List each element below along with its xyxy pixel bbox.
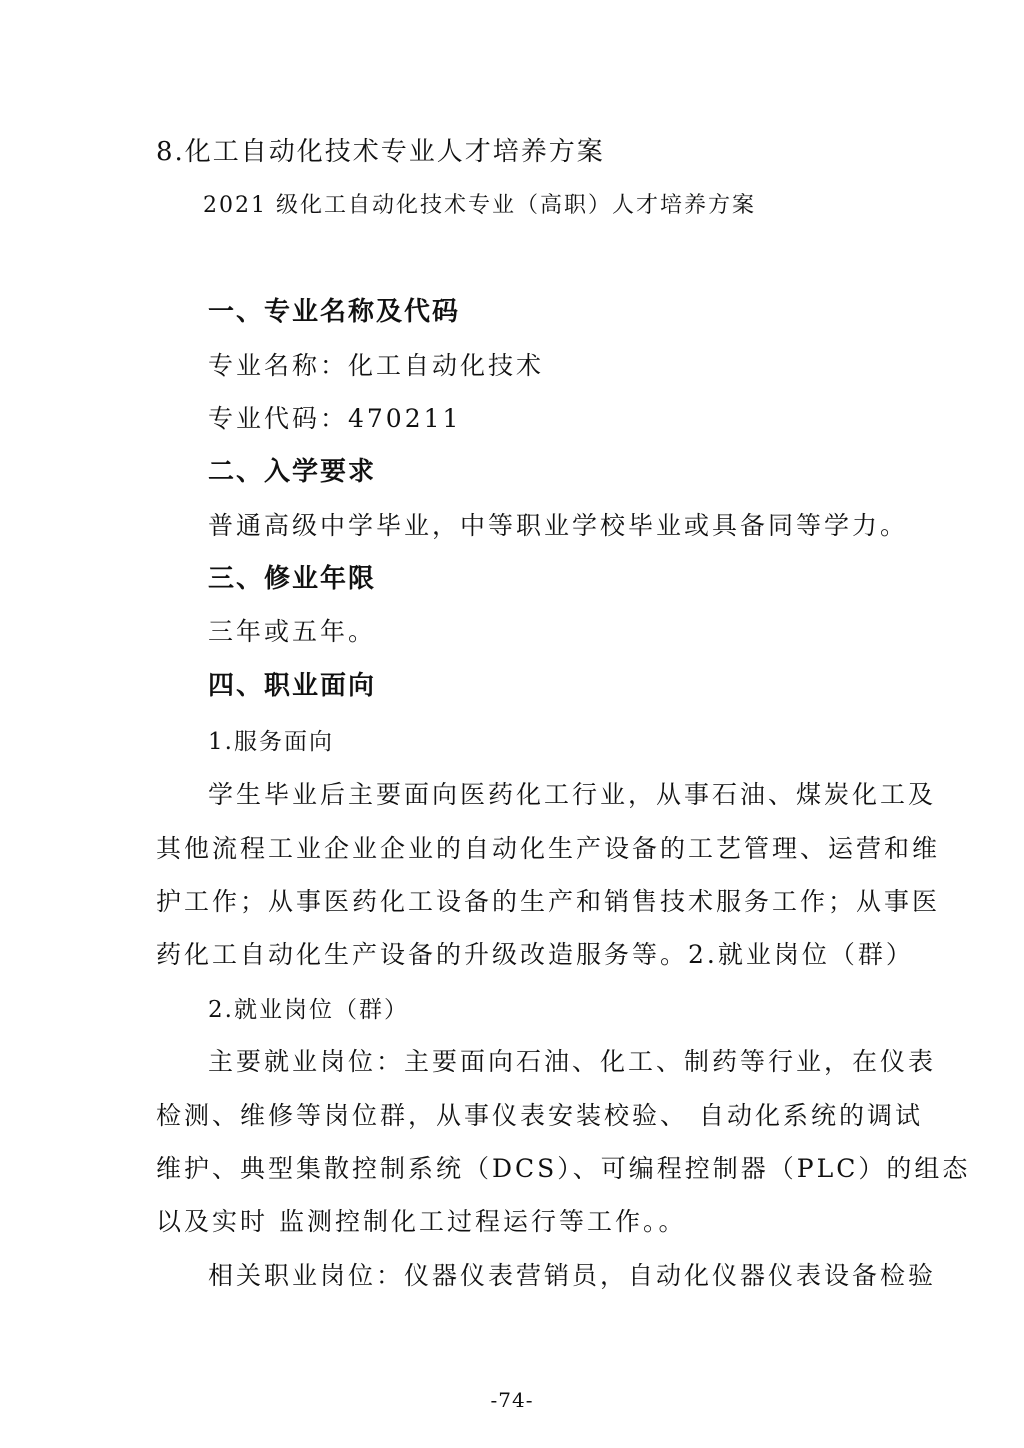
document-subtitle: 2021 级化工自动化技术专业（高职）人才培养方案 — [203, 193, 756, 218]
paragraph-line: 其他流程工业企业企业的自动化生产设备的工艺管理、运营和维 — [156, 834, 941, 863]
duration-text: 三年或五年。 — [208, 617, 377, 646]
related-jobs-line: 相关职业岗位：仪器仪表营销员，自动化仪器仪表设备检验 — [208, 1261, 937, 1290]
major-name: 专业名称：化工自动化技术 — [208, 351, 545, 380]
admission-text: 普通高级中学毕业，中等职业学校毕业或具备同等学力。 — [208, 511, 909, 540]
subsection-heading-jobs: 2.就业岗位（群） — [208, 997, 409, 1023]
major-code: 专业代码：470211 — [208, 404, 462, 433]
paragraph-line: 护工作；从事医药化工设备的生产和销售技术服务工作；从事医 — [156, 887, 941, 916]
paragraph-line: 学生毕业后主要面向医药化工行业，从事石油、煤炭化工及 — [208, 780, 937, 809]
paragraph-line: 以及实时 监测控制化工过程运行等工作。。 — [156, 1207, 687, 1236]
paragraph-line: 检测、维修等岗位群，从事仪表安装校验、 自动化系统的调试 — [156, 1101, 923, 1130]
paragraph-line: 主要就业岗位：主要面向石油、化工、制药等行业，在仪表 — [208, 1047, 937, 1076]
subsection-heading-service: 1.服务面向 — [208, 729, 334, 755]
section-heading-2: 二、入学要求 — [208, 457, 377, 487]
section-heading-1: 一、专业名称及代码 — [208, 297, 461, 327]
page-number: -74- — [490, 1388, 534, 1412]
document-title: 8.化工自动化技术专业人才培养方案 — [156, 137, 605, 167]
paragraph-line: 药化工自动化生产设备的升级改造服务等。2.就业岗位（群） — [156, 940, 914, 969]
paragraph-line: 维护、典型集散控制系统（DCS）、可编程控制器（PLC）的组态 — [156, 1154, 971, 1183]
section-heading-3: 三、修业年限 — [208, 564, 377, 594]
section-heading-4: 四、职业面向 — [208, 671, 377, 701]
